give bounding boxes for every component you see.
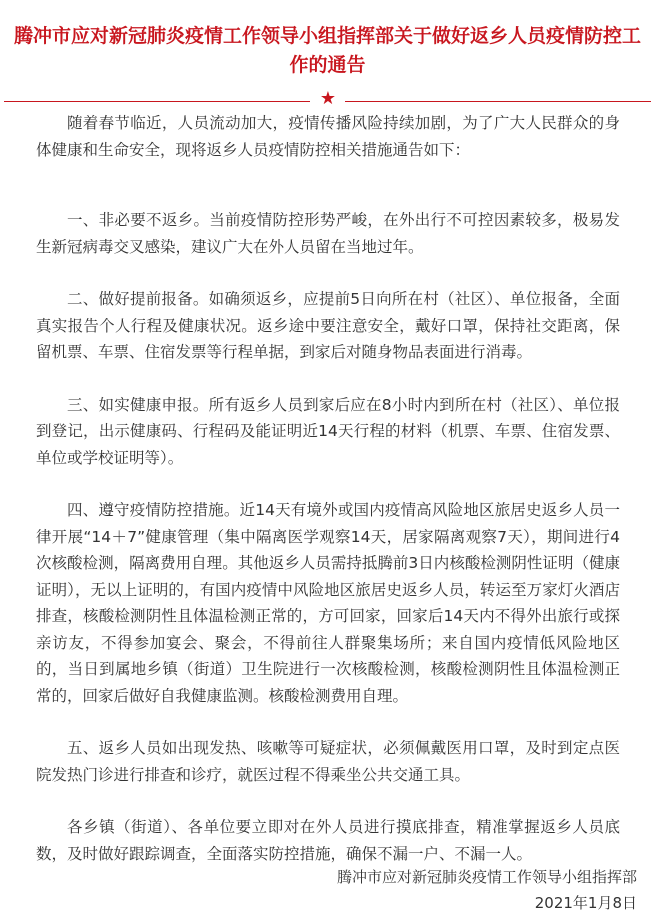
star-icon: ★ <box>319 88 337 109</box>
divider-line-left <box>4 101 310 102</box>
item-paragraph-3: 三、如实健康申报。所有返乡人员到家后应在8小时内到所在村（社区）、单位报到登记，出示健康码、行程码及能证明近14天行程的材料（机票、车票、住宿发票、单位或学校证明等）。 <box>36 395 620 467</box>
notice-title: 腾冲市应对新冠肺炎疫情工作领导小组指挥部关于做好返乡人员疫情防控工作的通告 <box>13 25 641 76</box>
divider-line-right <box>345 101 651 102</box>
title-divider <box>0 88 655 109</box>
signature-block <box>337 864 637 916</box>
item-paragraph-1: 一、非必要不返乡。当前疫情防控形势严峻，在外出行不可控因素较多，极易发生新冠病毒交叉感染，建议广大在外人员留在当地过年。 <box>36 211 620 256</box>
item-paragraph-5: 五、返乡人员如出现发热、咳嗽等可疑症状，必须佩戴医用口罩，及时到定点医院发热门诊进行排查和诊疗，就医过程不得乘坐公共交通工具。 <box>36 739 620 784</box>
item-paragraph-4: 四、遵守疫情防控措施。近14天有境外或国内疫情高风险地区旅居史返乡人员一律开展“14＋7”健康管理（集中隔离医学观察14天，居家隔离观察7天），期间进行4次核酸检测，隔离费用自理。其他返乡人员需持抵腾前3日内核酸检测阴性证明（健康证明），无以上证明的，有国内疫情中风险地区旅居史返乡人员，转运至万家灯火酒店排查，核酸检测阴性且体温检测正常的，方可回家，回家后14天内不得外出旅行或探亲访友，不得参加宴会、聚会，不得前往人群聚集场所；来自国内疫情低风险地区的，当日到属地乡镇（街道）卫生院进行一次核酸检测，核酸检测阴性且体温检测正常的，回家后做好自我健康监测。核酸检测费用自理。 <box>36 501 620 705</box>
signature-date: 2021年1月8日 <box>534 894 637 912</box>
item-paragraph-2: 二、做好提前报备。如确须返乡，应提前5日向所在村（社区）、单位报备，全面真实报告个人行程及健康状况。返乡途中要注意安全，戴好口罩，保持社交距离，保留机票、车票、住宿发票等行程单据，到家后对随身物品表面进行消毒。 <box>36 290 620 361</box>
notice-body <box>36 110 620 867</box>
signature-org: 腾冲市应对新冠肺炎疫情工作领导小组指挥部 <box>336 868 637 886</box>
closing-paragraph: 各乡镇（街道）、各单位要立即对在外人员进行摸底排查，精准掌握返乡人员底数，及时做好跟踪调查，全面落实防控措施，确保不漏一户、不漏一人。 <box>36 818 620 863</box>
intro-paragraph: 随着春节临近，人员流动加大，疫情传播风险持续加剧，为了广大人民群众的身体健康和生命安全，现将返乡人员疫情防控相关措施通告如下： <box>36 114 620 159</box>
